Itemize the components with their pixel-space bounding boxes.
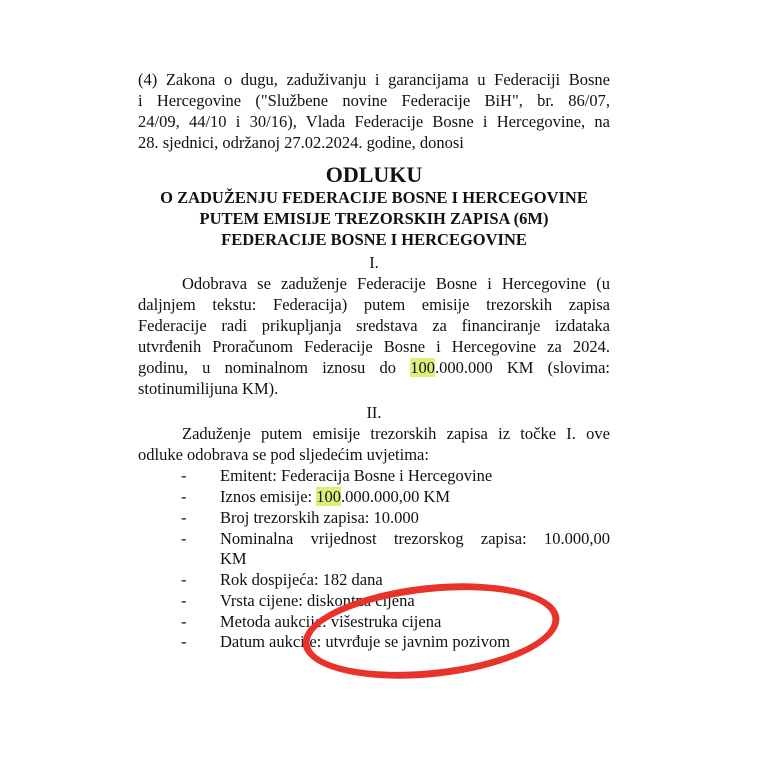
- subtitle-line-3: FEDERACIJE BOSNE I HERCEGOVINE: [221, 230, 527, 249]
- intro-line-2: i Hercegovine ("Službene novine Federacije BiH", br. 86/07,: [138, 91, 610, 110]
- section-1-line-6: stotinumilijuna KM).: [138, 379, 279, 398]
- subtitle-line-1: O ZADUŽENJU FEDERACIJE BOSNE I HERCEGOVINE: [160, 188, 588, 207]
- intro-line-1: (4) Zakona o dugu, zaduživanju i garancijama u Federaciji Bosne: [138, 70, 610, 89]
- section-1-heading: I.: [369, 253, 379, 272]
- section-1-line-3: Federacije radi prikupljanja sredstava za financiranje izdataka: [138, 316, 610, 335]
- highlight-amount: 100: [410, 358, 435, 377]
- section-1-line-2: daljnjem tekstu: Federacija) putem emisije trezorskih zapisa: [138, 295, 610, 314]
- section-1-line-5: godinu, u nominalnom iznosu do 100.000.000 KM (slovima:: [138, 358, 610, 377]
- section-1-line-1: Odobrava se zaduženje Federacije Bosne i Hercegovine (u: [182, 274, 610, 293]
- subtitle-line-2: PUTEM EMISIJE TREZORSKIH ZAPISA (6M): [199, 209, 549, 228]
- intro-line-4: 28. sjednici, održanoj 27.02.2024. godine, donosi: [138, 133, 464, 152]
- document-title: ODLUKU: [325, 162, 423, 187]
- highlight-amount: 100: [316, 487, 341, 506]
- section-2-heading: II.: [366, 403, 382, 422]
- section-2-line-1: Zaduženje putem emisije trezorskih zapisa iz točke I. ove: [182, 424, 610, 443]
- section-2-line-2: odluke odobrava se pod sljedećim uvjetima:: [138, 445, 429, 464]
- section-1-line-4: utvrđenih Proračunom Federacije Bosne i Hercegovine za 2024.: [138, 337, 610, 356]
- intro-line-3: 24/09, 44/10 i 30/16), Vlada Federacije Bosne i Hercegovine, na: [138, 112, 610, 131]
